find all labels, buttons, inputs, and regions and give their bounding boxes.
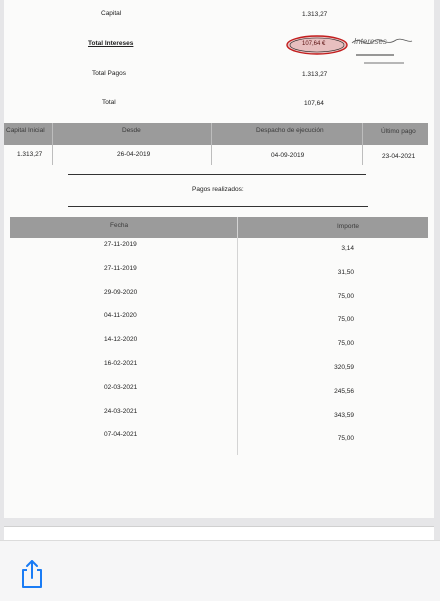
- total-value: 107,64: [304, 100, 324, 107]
- info-header-capital: Capital Inicial: [6, 127, 45, 134]
- info-col-divider: [362, 123, 363, 165]
- payment-date: 02-03-2021: [104, 383, 138, 391]
- payment-amount: 3,14: [341, 245, 354, 252]
- payment-date: 16-02-2021: [104, 360, 138, 367]
- intereses-handwritten-note: Intereses: [354, 37, 387, 46]
- info-col-divider: [52, 123, 53, 165]
- info-desde-value: 26-04-2019: [117, 151, 151, 158]
- divider-line: [68, 174, 366, 175]
- share-button[interactable]: [18, 559, 46, 589]
- payment-date: 07-04-2021: [104, 431, 138, 439]
- payment-date: 27-11-2019: [104, 264, 137, 272]
- share-icon: [18, 559, 46, 589]
- payment-amount: 320,59: [334, 364, 354, 371]
- payments-header-fecha: Fecha: [110, 222, 129, 229]
- payment-date: 14-12-2020: [104, 336, 138, 344]
- payment-amount: 343,59: [334, 411, 354, 419]
- next-page-edge: [4, 526, 434, 541]
- divider-line: [68, 206, 368, 207]
- document-page: [4, 0, 434, 518]
- info-despacho-value: 04-09-2019: [271, 152, 305, 159]
- handwritten-annotation: [286, 33, 416, 67]
- info-col-divider: [211, 123, 212, 165]
- payment-amount: 75,00: [337, 292, 354, 300]
- pagos-label: Total Pagos: [92, 70, 126, 77]
- bottom-toolbar: [0, 540, 440, 601]
- info-ultimo-value: 23-04-2021: [382, 153, 416, 160]
- payment-amount: 75,00: [337, 340, 354, 348]
- total-label: Total: [102, 99, 116, 106]
- payment-date: 24-03-2021: [104, 407, 138, 415]
- pagos-value: 1.313,27: [302, 71, 328, 78]
- info-header-desde: Desde: [122, 127, 141, 134]
- payment-date: 27-11-2019: [104, 241, 137, 248]
- intereses-label: Total Intereses: [88, 40, 134, 47]
- payments-col-divider: [237, 217, 238, 455]
- payment-amount: 31,50: [337, 268, 354, 276]
- payment-amount: 75,00: [337, 435, 354, 443]
- capital-value: 1.313,27: [302, 11, 328, 18]
- intereses-value: 107,64 €: [302, 41, 326, 47]
- payment-date: 29-09-2020: [104, 288, 138, 296]
- info-header-ultimo: Último pago: [381, 128, 416, 135]
- payments-header-importe: Importe: [337, 223, 360, 230]
- info-header-despacho: Despacho de ejecución: [256, 127, 324, 134]
- payments-title: Pagos realizados:: [192, 186, 244, 193]
- info-table-header: [4, 123, 428, 145]
- capital-label: Capital: [101, 10, 122, 17]
- payments-table-header: [10, 217, 428, 238]
- payment-date: 04-11-2020: [104, 312, 137, 320]
- info-capital-value: 1.313,27: [17, 151, 43, 158]
- payment-amount: 245,56: [334, 387, 354, 395]
- payment-amount: 75,00: [337, 316, 354, 324]
